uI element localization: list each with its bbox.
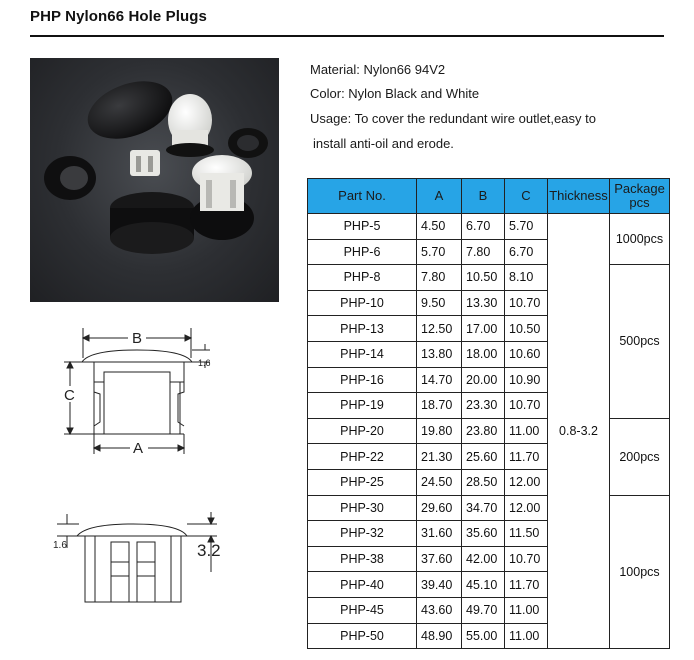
cell-b: 17.00 (462, 316, 505, 342)
cell-part-no: PHP-19 (308, 393, 417, 419)
cell-b: 6.70 (462, 214, 505, 240)
label-a: A (133, 440, 144, 457)
label-top-thickness: 1.6 (198, 358, 211, 368)
cell-a: 18.70 (417, 393, 462, 419)
cell-b: 49.70 (462, 597, 505, 623)
cell-c: 11.70 (505, 444, 548, 470)
page-title: PHP Nylon66 Hole Plugs (30, 8, 207, 25)
cell-a: 21.30 (417, 444, 462, 470)
cell-b: 28.50 (462, 469, 505, 495)
cell-a: 37.60 (417, 546, 462, 572)
cell-b: 45.10 (462, 572, 505, 598)
cell-b: 25.60 (462, 444, 505, 470)
cell-package: 1000pcs (610, 214, 670, 265)
header-package (610, 179, 670, 214)
spec-table (307, 178, 670, 649)
cell-part-no: PHP-5 (308, 214, 417, 240)
table-header-row (308, 179, 670, 214)
cell-a: 31.60 (417, 521, 462, 547)
cell-part-no: PHP-40 (308, 572, 417, 598)
cell-c: 6.70 (505, 239, 548, 265)
cell-c: 11.00 (505, 597, 548, 623)
cell-part-no: PHP-13 (308, 316, 417, 342)
label-bottom-thickness: 1.6 (53, 540, 67, 551)
cell-b: 35.60 (462, 521, 505, 547)
cell-c: 10.90 (505, 367, 548, 393)
cell-part-no: PHP-14 (308, 341, 417, 367)
cell-c: 11.00 (505, 418, 548, 444)
cell-part-no: PHP-32 (308, 521, 417, 547)
dimension-diagram-front (50, 322, 230, 462)
cell-a: 5.70 (417, 239, 462, 265)
header-part: Part No. (308, 179, 417, 214)
cell-c: 11.70 (505, 572, 548, 598)
cell-a: 12.50 (417, 316, 462, 342)
spec-usage-line2: install anti-oil and erode. (313, 136, 454, 151)
cell-b: 23.30 (462, 393, 505, 419)
cell-b: 10.50 (462, 265, 505, 291)
cell-a: 13.80 (417, 341, 462, 367)
cell-b: 42.00 (462, 546, 505, 572)
cell-thickness: 0.8-3.2 (548, 214, 610, 649)
cell-part-no: PHP-30 (308, 495, 417, 521)
cell-c: 10.70 (505, 393, 548, 419)
cell-part-no: PHP-8 (308, 265, 417, 291)
cell-c: 10.60 (505, 341, 548, 367)
dimension-diagram-side (45, 512, 245, 622)
cell-a: 29.60 (417, 495, 462, 521)
cell-a: 9.50 (417, 290, 462, 316)
header-package-line2: pcs (629, 195, 650, 210)
table-row (308, 495, 670, 521)
product-photo (30, 58, 279, 302)
cell-a: 43.60 (417, 597, 462, 623)
label-b: B (132, 330, 143, 347)
cell-a: 19.80 (417, 418, 462, 444)
table-row (308, 214, 670, 240)
cell-part-no: PHP-10 (308, 290, 417, 316)
cell-part-no: PHP-45 (308, 597, 417, 623)
cell-c: 10.50 (505, 316, 548, 342)
cell-package: 100pcs (610, 495, 670, 649)
label-height: 3.2 (197, 541, 221, 560)
cell-part-no: PHP-50 (308, 623, 417, 649)
cell-c: 12.00 (505, 495, 548, 521)
header-c: C (505, 179, 548, 214)
cell-a: 24.50 (417, 469, 462, 495)
cell-c: 12.00 (505, 469, 548, 495)
cell-package: 200pcs (610, 418, 670, 495)
spec-usage-line1: Usage: To cover the redundant wire outlet,easy to (310, 111, 596, 126)
cell-a: 14.70 (417, 367, 462, 393)
cell-part-no: PHP-16 (308, 367, 417, 393)
cell-b: 23.80 (462, 418, 505, 444)
cell-c: 8.10 (505, 265, 548, 291)
cell-a: 39.40 (417, 572, 462, 598)
cell-b: 20.00 (462, 367, 505, 393)
cell-package: 500pcs (610, 265, 670, 419)
header-b: B (462, 179, 505, 214)
cell-part-no: PHP-22 (308, 444, 417, 470)
cell-part-no: PHP-25 (308, 469, 417, 495)
cell-part-no: PHP-20 (308, 418, 417, 444)
cell-a: 7.80 (417, 265, 462, 291)
cell-c: 11.50 (505, 521, 548, 547)
header-a: A (417, 179, 462, 214)
label-c: C (64, 387, 75, 404)
spec-material: Material: Nylon66 94V2 (310, 62, 446, 77)
cell-a: 48.90 (417, 623, 462, 649)
cell-c: 11.00 (505, 623, 548, 649)
cell-b: 7.80 (462, 239, 505, 265)
table-row (308, 265, 670, 291)
spec-color: Color: Nylon Black and White (310, 86, 480, 101)
cell-part-no: PHP-38 (308, 546, 417, 572)
title-divider (30, 35, 664, 37)
header-thickness: Thickness (548, 179, 610, 214)
cell-c: 10.70 (505, 546, 548, 572)
cell-b: 34.70 (462, 495, 505, 521)
header-package-line1: Package (614, 181, 665, 196)
cell-b: 13.30 (462, 290, 505, 316)
cell-a: 4.50 (417, 214, 462, 240)
cell-c: 10.70 (505, 290, 548, 316)
cell-part-no: PHP-6 (308, 239, 417, 265)
cell-c: 5.70 (505, 214, 548, 240)
table-row (308, 418, 670, 444)
cell-b: 55.00 (462, 623, 505, 649)
cell-b: 18.00 (462, 341, 505, 367)
hole-plugs-illustration (30, 58, 279, 302)
